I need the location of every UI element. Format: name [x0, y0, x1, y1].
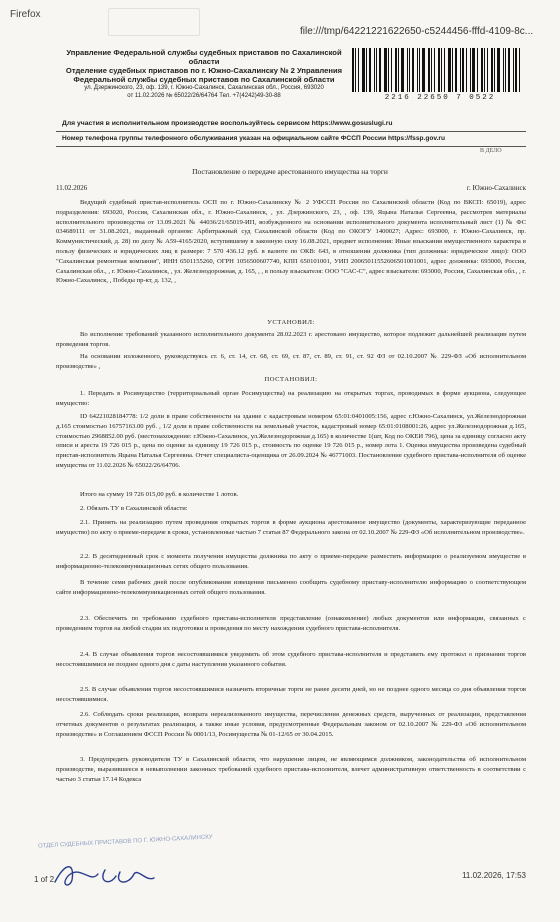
- header-line: Управление Федеральной службы судебных приставов по Сахалинской: [66, 48, 342, 57]
- barcode-bar: [466, 48, 467, 92]
- paragraph-2-1: 2.1. Принять на реализацию путем проведения открытых торгов в форме аукциона арестованное имущество (документы, характеризующие переданное имущество) по акту о приеме-передаче в сроки, установленные частью 7 статьи 87 Федерального закона от 02.10.2007 № 229-ФЗ «Об исполнительном производстве».: [56, 519, 526, 536]
- paragraph-2: 2. Обязать ТУ в Сахалинской области:: [80, 505, 188, 512]
- barcode-bar: [462, 48, 464, 92]
- barcode-bar: [362, 48, 365, 92]
- v-delo-mark: В ДЕЛО: [480, 148, 502, 154]
- paragraph-2-4: 2.4. В случае объявления торгов несостоявшимися уведомить об этом судебного пристава-исполнителя и представить ему протокол о признании торгов несостоявшимися не позднее одного дня с даты наступления указанного события.: [56, 651, 526, 668]
- ustanovil-heading: УСТАНОВИЛ:: [267, 319, 315, 326]
- barcode-bar: [472, 48, 475, 92]
- barcode-bar: [481, 48, 483, 92]
- header-line: Федеральной службы судебных приставов по Сахалинской области: [73, 75, 335, 84]
- stamp-text: ОТДЕЛ СУДЕБНЫХ ПРИСТАВОВ ПО Г. ЮЖНО-САХАЛИНСКУ: [37, 834, 213, 850]
- barcode-bar: [376, 48, 377, 92]
- paragraph-1: 1. Передать в Росимущество (территориальный орган Росимущества) на реализацию на открытых торгах, проводимых в форме аукциона, следующее имущество:: [56, 390, 526, 407]
- barcode: [352, 48, 528, 108]
- barcode-bar: [409, 48, 410, 92]
- barcode-bar: [505, 48, 506, 92]
- barcode-bar: [388, 48, 389, 92]
- barcode-bar: [355, 48, 356, 92]
- divider: [56, 131, 526, 132]
- barcode-bar: [374, 48, 375, 92]
- postanovil-heading: ПОСТАНОВИЛ:: [264, 376, 318, 383]
- barcode-bar: [352, 48, 354, 92]
- barcode-bar: [369, 48, 371, 92]
- print-timestamp: 11.02.2026, 17:53: [462, 871, 526, 880]
- barcode-number: 2216 22650 7 0522: [384, 94, 496, 102]
- browser-name: Firefox: [10, 9, 41, 20]
- file-url: file:///tmp/64221221622650-c5244456-fffd-4109-8c...: [300, 26, 534, 37]
- barcode-bar: [494, 48, 495, 92]
- paragraph-2-2: 2.2. В десятидневный срок с момента получения имущества должника по акту о приеме-передаче разместить информацию о реализуемом имуществе в информационно-телекоммуникационных сетях общего пользования.: [56, 553, 526, 570]
- barcode-bar: [398, 48, 399, 92]
- barcode-bar: [412, 48, 414, 92]
- header-address: ул. Дзержинского, 23, оф. 139, г. Южно-Сахалинск, Сахалинская обл., Россия, 693020: [84, 85, 324, 91]
- barcode-bar: [379, 48, 381, 92]
- barcode-bar: [434, 48, 435, 92]
- barcode-bar: [444, 48, 445, 92]
- header-reference: от 11.02.2026 № 65022/26/64764 Тел. +7(4242)49-30-88: [127, 93, 281, 99]
- barcode-bar: [477, 48, 478, 92]
- date-city-row: [56, 184, 526, 192]
- barcode-bar: [460, 48, 461, 92]
- barcode-bar: [515, 48, 517, 92]
- barcode-bar: [422, 48, 425, 92]
- paragraph-2-3: 2.3. Обеспечить по требованию судебного пристава-исполнителя представление (ознакомление) любых документов или информации, связанных с проведением торгов на любой стадии их подготовки и проведения по месту нахождения судебного пристава-исполнителя.: [56, 615, 526, 632]
- barcode-bar: [417, 48, 418, 92]
- barcode-bar: [358, 48, 359, 92]
- document-date: 11.02.2026: [56, 184, 88, 192]
- barcode-bar: [366, 48, 367, 92]
- document-city: г. Южно-Сахалинск: [466, 184, 526, 192]
- total-line: Итого на сумму 19 726 015,00 руб. в количестве 1 лотов.: [80, 491, 239, 498]
- gosuslugi-notice: Для участия в исполнительном производстве воспользуйтесь сервисом https://www.gosuslugi.ru: [62, 120, 393, 127]
- paragraph-3: 3. Предупредить руководителя ТУ в Сахалинской области, что нарушение лицом, не являющимся должником, законодательства об исполнительном производстве, выразившееся в невыполнении законных требований судебного пристава-исполнителя, влечет административную ответственность в соответствии с частью 3 статьи 17.14 Кодекса: [56, 756, 526, 783]
- barcode-bar: [407, 48, 408, 92]
- paragraph-2-2-b: В течение семи рабочих дней после опубликования извещения письменно сообщить судебному приставу-исполнителю информацию о соответствующем сайте информационно-телекоммуникационных сетей общего пользования.: [56, 579, 526, 596]
- property-description: ID 64221028184778: 1/2 доли в праве собственности на здание с кадастровым номером 65:01:0401005:156, адрес г.Южно-Сахалинск, ул.Железнодорожная д.165 стоимостью 16757163.00 руб. , 1/2 доли в праве собственности на земельный участок, кадастровый номер 65:01:0108001:26, адрес ул.Железнодорожная д.165, стоимостью 2968852.00 руб. (местонахождение: г.Южно-Сахалинск, ул.Железнодорожная д.165) в количестве 1(шт, Код по ОКЕИ 796), цена за единицу согласно акту описи и ареста 19 726 015 р., цена по оценке за единицу 19 726 015 р., стоимость по оценке 19 726 015 р., номер лота 1. Оценка имущества произведена судебный пристав-исполнитель Яцына Наталья Сергеевна. Отчет специалиста-оценщика от 26.09.2024 № 46771003. Постановление судебного пристава-исполнителя об оценке имущества от 11.02.2026 № 65022/26/64706.: [56, 413, 526, 469]
- barcode-bar: [497, 48, 500, 92]
- barcode-bar: [428, 48, 430, 92]
- header-line: Отделение судебных приставов по г. Южно-Сахалинску № 2 Управления: [65, 66, 343, 75]
- barcode-bar: [455, 48, 457, 92]
- barcode-bar: [508, 48, 510, 92]
- intro-paragraph: Ведущий судебный пристав-исполнитель ОСП по г. Южно-Сахалинску № 2 УФССП России по Сахалинской области (Код по ВКСП: 65019), адрес подразделения: 693020, Россия, Сахалинская обл., г. Южно-Сахалинск, , ул. Дзержинского, 23, , оф. 139, Яцына Наталья Сергеевна, рассмотрев материалы исполнительного производства от 13.09.2021 № 44036/21/65019-ИП, возбужденного на основании исполнительного документа исполнительный лист (1) № ФС 034689111 от 31.08.2021, выданный органом: Арбитражный суд Сахалинской области (Код по ОКОГУ 1400027; Адрес: 693000, г. Южно-Сахалинск, пр. Коммунистический, д. 28) по делу № А59-4165/2020, вступившему в законную силу 16.08.2021, предмет исполнения: Иные взыскания имущественного характера в пользу физических и юридических лиц в размере: 7 570 436.12 руб. в валюте по ОКВ: 643, в отношении должника (тип должника: юридическое лицо): ООО "Сахалинская ремонтная компания", ИНН 6501155260, ОГРН 1056500607740, КПП 650101001, УИП 20065011552606501001001, адрес должника: 693000, Россия, Сахалинская обл., , г. Южно-Сахалинск, , ул. Железнодорожная, д. 165, , , в пользу взыскателя: ООО "САС-С", адрес взыскателя: 693000, Россия, Сахалинская обл., , г. Южно-Сахалинск, , Победы пр-кт, д. 132, ,: [56, 199, 526, 285]
- barcode-bar: [452, 48, 453, 92]
- barcode-bar: [519, 48, 520, 92]
- barcode-bar: [503, 48, 504, 92]
- barcode-bar: [487, 48, 488, 92]
- phone-notice: Номер телефона группы телефонного обслуживания указан на официальном сайте ФССП России https://fssp.gov.ru: [62, 135, 445, 142]
- barcode-bar: [401, 48, 404, 92]
- issuing-authority-header: [58, 48, 350, 100]
- document-title: Постановление о передаче арестованного имущества на торги: [192, 167, 388, 176]
- barcode-bar: [419, 48, 420, 92]
- barcode-bar: [438, 48, 440, 92]
- barcode-bar: [384, 48, 387, 92]
- stamp-seal: [38, 833, 213, 850]
- barcode-bar: [513, 48, 514, 92]
- barcode-bar: [395, 48, 397, 92]
- header-line: области: [188, 57, 220, 66]
- barcode-bar: [448, 48, 451, 92]
- divider: [56, 146, 526, 147]
- browser-print-header: [0, 0, 560, 40]
- paragraph-2-5: 2.5. В случае объявления торгов несостоявшимися назначить вторичные торги не ранее десяти дней, но не позднее одного месяца со дня объявления торгов несостоявшимися.: [56, 686, 526, 703]
- osnovanie-text: На основании изложенного, руководствуясь ст. 6, ст. 14, ст. 68, ст. 69, ст. 87, ст. 89, ст. 91, ст. 92 ФЗ от 02.10.2007 № 229-ФЗ «Об исполнительном производстве» ,: [56, 353, 526, 370]
- page-number: 1 of 2: [34, 875, 55, 884]
- faint-stamp: [108, 8, 200, 36]
- barcode-bars: [352, 48, 528, 92]
- barcode-bar: [431, 48, 432, 92]
- barcode-bar: [484, 48, 485, 92]
- handwritten-signature: [50, 852, 160, 892]
- paragraph-2-6: 2.6. Соблюдать сроки реализации, возврата нереализованного имущества, перечисления денежных средств, вырученных от реализации, представления отчетных документов о результатах реализации, а также иные условия, предусмотренные Федеральным законом от 02.10.2007 № 229-ФЗ «Об исполнительном производстве» и Соглашением ФССП России № 0001/13, Росимущества № 01-12/65 от 30.04.2015.: [56, 711, 526, 738]
- ustanovil-text: Во исполнение требований указанного исполнительного документа 28.02.2023 г. арестовано имущество, которое подлежит дальнейшей реализации путем проведения торгов.: [56, 331, 526, 348]
- barcode-bar: [470, 48, 471, 92]
- barcode-bar: [441, 48, 442, 92]
- barcode-bar: [391, 48, 392, 92]
- barcode-bar: [491, 48, 493, 92]
